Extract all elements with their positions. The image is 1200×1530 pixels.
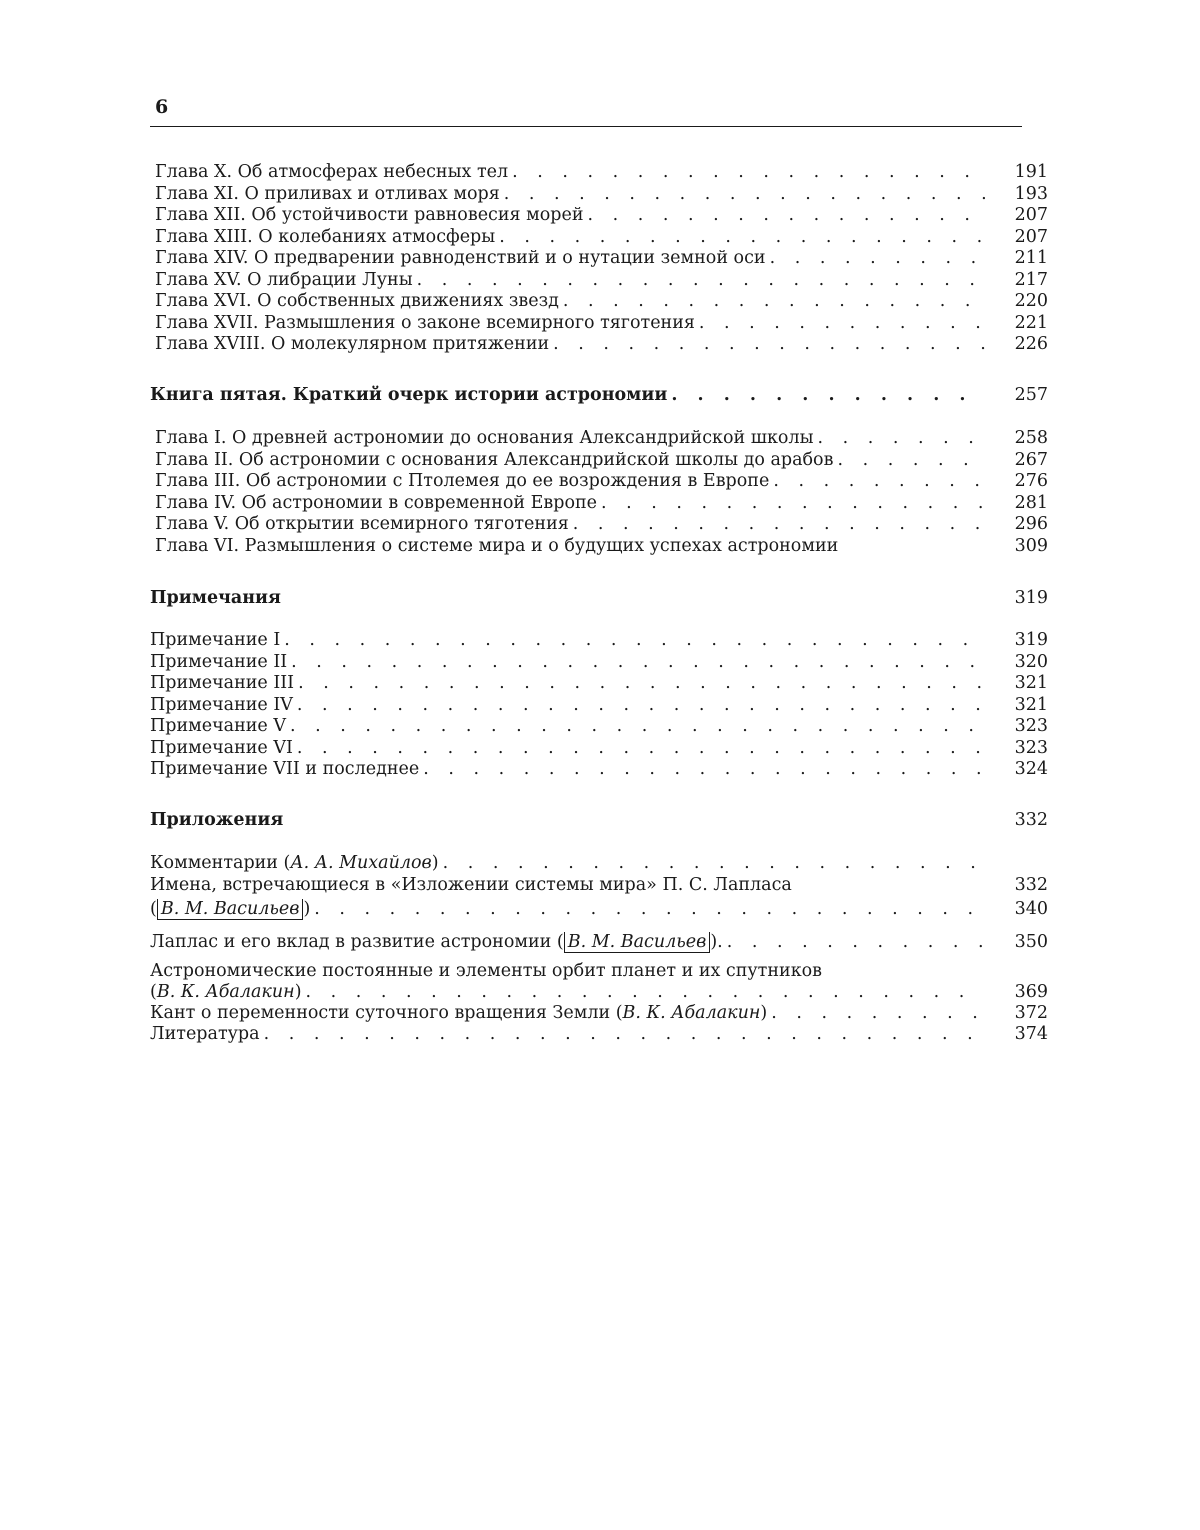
page-ref: 220 — [988, 291, 1048, 312]
title-text: Приложения — [150, 810, 283, 830]
entry-title — [155, 313, 695, 334]
chapter-entry[interactable] — [155, 514, 569, 535]
note-entry[interactable] — [150, 738, 293, 759]
page-ref: 257 — [988, 385, 1048, 406]
author-boxed: В. М. Васильев — [157, 899, 304, 920]
entry-title — [150, 385, 667, 406]
entry-title — [155, 471, 769, 492]
title-text: Примечание II — [150, 652, 287, 672]
page-ref: 319 — [988, 588, 1048, 609]
dot-leader: . . . . . . . . . . . — [699, 313, 985, 334]
page-ref: 323 — [988, 738, 1048, 759]
entry-title — [155, 270, 413, 291]
page-ref: 258 — [988, 428, 1048, 449]
chapter-entry[interactable] — [155, 184, 500, 205]
appendix-entry-cont[interactable] — [150, 982, 302, 1003]
title-text: Лаплас и его вклад в развитие астрономии ( — [150, 932, 564, 952]
title-text: Имена, встречающиеся в «Изложении системы мира» П. С. Лапласа — [150, 875, 792, 895]
page-ref: 321 — [988, 695, 1048, 716]
title-text: Примечание IV — [150, 695, 293, 715]
page-ref: 226 — [988, 334, 1048, 355]
page-ref: 350 — [988, 932, 1048, 953]
dot-leader: . . . . . . . . . . . . . . . . . . . — [512, 162, 985, 183]
entry-title — [150, 982, 302, 1003]
page-ref: 372 — [988, 1003, 1048, 1024]
title-text: Глава XII. Об устойчивости равновесия морей — [155, 205, 584, 225]
page-ref: 323 — [988, 716, 1048, 737]
title-text: ) — [295, 982, 302, 1002]
title-text: ) — [432, 853, 439, 873]
page-ref: 340 — [988, 899, 1048, 920]
title-text: Примечание VII и последнее — [150, 759, 419, 779]
entry-title — [150, 899, 310, 920]
page-ref: 193 — [988, 184, 1048, 205]
entry-title — [150, 932, 723, 953]
chapter-entry[interactable] — [155, 248, 766, 269]
page-ref: 374 — [988, 1024, 1048, 1045]
page-ref: 309 — [988, 536, 1048, 557]
page-ref: 281 — [988, 493, 1048, 514]
page-ref: 221 — [988, 313, 1048, 334]
title-text: ) — [303, 899, 310, 919]
title-text: Примечание VI — [150, 738, 293, 758]
title-text: Глава X. Об атмосферах небесных тел — [155, 162, 508, 182]
page-number: 6 — [155, 96, 168, 118]
title-text: ) — [760, 1003, 767, 1023]
entry-title — [150, 652, 287, 673]
chapter-entry[interactable] — [155, 428, 814, 449]
chapter-entry[interactable] — [155, 536, 838, 557]
title-text: Глава II. Об астрономии с основания Александрийской школы до арабов — [155, 450, 833, 470]
entry-title — [155, 184, 500, 205]
chapter-entry[interactable] — [155, 227, 495, 248]
title-text: Примечания — [150, 588, 281, 608]
entry-title — [150, 716, 286, 737]
dot-leader: . . . . . . . . . . . . . . . . . . . — [504, 184, 985, 205]
dot-leader: . . . . . . . . . . . . . . . . . . . . . . . . . . . — [297, 738, 985, 759]
entry-title — [155, 428, 814, 449]
page-ref: 332 — [988, 810, 1048, 831]
title-text: Астрономические постоянные и элементы орбит планет и их спутников — [150, 961, 822, 981]
entry-title — [150, 630, 280, 651]
author: В. К. Абалакин — [157, 982, 295, 1002]
entry-title — [150, 961, 822, 982]
chapter-entry[interactable] — [155, 471, 769, 492]
notes-heading[interactable] — [150, 588, 281, 609]
entry-title — [155, 248, 766, 269]
entry-title — [150, 853, 439, 874]
entry-title — [155, 291, 559, 312]
note-entry[interactable] — [150, 716, 286, 737]
dot-leader: . . . . . . — [837, 450, 985, 471]
appendix-entry[interactable] — [150, 875, 792, 896]
chapter-entry[interactable] — [155, 291, 559, 312]
appendix-entry[interactable] — [150, 932, 723, 953]
page-ref: 267 — [988, 450, 1048, 471]
title-text: Глава XIII. О колебаниях атмосферы — [155, 227, 495, 247]
title-text: Глава XI. О приливах и отливах моря — [155, 184, 500, 204]
title-text: ). — [710, 932, 722, 952]
appendices-heading[interactable] — [150, 810, 283, 831]
page-ref: 276 — [988, 471, 1048, 492]
dot-leader: . . . . . . . . . . . . . . . . . . . . . . . . . . . . — [291, 652, 985, 673]
page-ref: 296 — [988, 514, 1048, 535]
entry-title — [150, 759, 419, 780]
entry-title — [150, 1024, 260, 1045]
dot-leader: . . . . . . . . . . . . . . . . — [588, 205, 986, 226]
dot-leader: . . . . . . . . . . . . . . . . . — [563, 291, 985, 312]
dot-leader: . . . . . . . . . . . . . . . . . . . . . . . . . . . . — [284, 630, 985, 651]
title-text: Глава I. О древней астрономии до основания Александрийской школы — [155, 428, 814, 448]
entry-title — [155, 205, 584, 226]
title-text: Глава XVI. О собственных движениях звезд — [155, 291, 559, 311]
entry-title — [150, 588, 281, 609]
author-boxed: В. М. Васильев — [564, 932, 711, 953]
page-ref: 369 — [988, 982, 1048, 1003]
entry-title — [155, 493, 597, 514]
title-text: Глава III. Об астрономии с Птолемея до ее возрождения в Европе — [155, 471, 769, 491]
chapter-entry[interactable] — [155, 313, 695, 334]
title-text: Глава VI. Размышления о системе мира и о будущих успехах астрономии — [155, 536, 838, 556]
page-ref: 207 — [988, 227, 1048, 248]
page-ref: 324 — [988, 759, 1048, 780]
dot-leader: . . . . . . . . . . . . . . . . . . . . . . . . . . . . . — [264, 1024, 985, 1045]
entry-title — [155, 536, 838, 557]
note-entry[interactable] — [150, 652, 287, 673]
title-text: Литература — [150, 1024, 260, 1044]
dot-leader: . . . . . . . . . . . . . . . . . . . . . . . . . . . — [298, 673, 985, 694]
note-entry[interactable] — [150, 630, 280, 651]
title-text: Кант о переменности суточного вращения Земли ( — [150, 1003, 623, 1023]
page-ref: 191 — [988, 162, 1048, 183]
title-text: ( — [150, 899, 157, 919]
note-entry[interactable] — [150, 673, 294, 694]
dot-leader: . . . . . . . . . . . . . . . . . . . . . . — [443, 853, 985, 874]
note-entry[interactable] — [150, 759, 419, 780]
title-text: Глава XIV. О предварении равноденствий и о нутации земной оси — [155, 248, 766, 268]
entry-title — [155, 450, 833, 471]
dot-leader: . . . . . . . . . — [771, 1003, 985, 1024]
page-ref: 211 — [988, 248, 1048, 269]
entry-title — [155, 162, 508, 183]
page-ref: 332 — [988, 875, 1048, 896]
dot-leader: . . . . . . . . . . . . . . . . . . . . . . . — [417, 270, 985, 291]
dot-leader: . . . . . . . . . . . . . . . . . . . . . . . . . . . — [306, 982, 985, 1003]
title-text: Глава XVII. Размышления о законе всемирного тяготения — [155, 313, 695, 333]
entry-title — [150, 1003, 767, 1024]
appendix-entry[interactable] — [150, 853, 439, 874]
dot-leader: . . . . . . . . . . . . . . . — [601, 493, 985, 514]
title-text: Книга пятая. Краткий очерк истории астрономии — [150, 385, 667, 405]
title-text: Примечание III — [150, 673, 294, 693]
page-ref: 207 — [988, 205, 1048, 226]
title-text: Комментарии ( — [150, 853, 290, 873]
dot-leader: . . . . . . . . — [773, 471, 985, 492]
dot-leader: . . . . . . . . . . . . . . . . . . . . . . . . . . . — [297, 695, 985, 716]
appendix-entry[interactable] — [150, 1024, 260, 1045]
dot-leader: . . . . . . . — [818, 428, 985, 449]
title-text: Глава XV. О либрации Луны — [155, 270, 413, 290]
title-text: Глава XVIII. О молекулярном притяжении — [155, 334, 549, 354]
dot-leader: . . . . . . . . . — [770, 248, 985, 269]
entry-title — [150, 673, 294, 694]
chapter-entry[interactable] — [155, 450, 833, 471]
entry-title — [150, 875, 792, 896]
title-text: Примечание I — [150, 630, 280, 650]
dot-leader: . . . . . . . . . . . . . . . . . — [553, 334, 985, 355]
appendix-entry-cont[interactable] — [150, 899, 310, 920]
note-entry[interactable] — [150, 695, 293, 716]
page-ref: 320 — [988, 652, 1048, 673]
appendix-entry[interactable] — [150, 1003, 767, 1024]
entry-title — [150, 810, 283, 831]
page-ref: 319 — [988, 630, 1048, 651]
dot-leader: . . . . . . . . . . . . . . . . — [573, 514, 985, 535]
header-rule — [150, 126, 1022, 127]
dot-leader: . . . . . . . . . . . . . . . . . . . . . . . . . . . . — [290, 716, 985, 737]
title-text: ( — [150, 982, 157, 1002]
chapter-entry[interactable] — [155, 270, 413, 291]
chapter-entry[interactable] — [155, 334, 549, 355]
book-heading[interactable] — [150, 385, 667, 406]
appendix-entry[interactable] — [150, 961, 822, 982]
entry-title — [155, 514, 569, 535]
title-text: Примечание V — [150, 716, 286, 736]
dot-leader: . . . . . . . . . . . . . . . . . . . — [499, 227, 985, 248]
title-text: Глава IV. Об астрономии в современной Европе — [155, 493, 597, 513]
page-ref: 217 — [988, 270, 1048, 291]
dot-leader: . . . . . . . . . . . . . . . . . . . . . . . . . . . — [314, 899, 985, 920]
entry-title — [150, 738, 293, 759]
page-ref: 321 — [988, 673, 1048, 694]
dot-leader: . . . . . . . . . . — [727, 932, 985, 953]
title-text: Глава V. Об открытии всемирного тяготения — [155, 514, 569, 534]
entry-title — [155, 227, 495, 248]
chapter-entry[interactable] — [155, 162, 508, 183]
author: А. А. Михайлов — [290, 853, 431, 873]
author: В. К. Абалакин — [623, 1003, 761, 1023]
entry-title — [155, 334, 549, 355]
chapter-entry[interactable] — [155, 205, 584, 226]
dot-leader: . . . . . . . . . . . . . . . . . . . . . . — [423, 759, 985, 780]
chapter-entry[interactable] — [155, 493, 597, 514]
entry-title — [150, 695, 293, 716]
dot-leader: . . . . . . . . . . . . — [671, 385, 985, 406]
